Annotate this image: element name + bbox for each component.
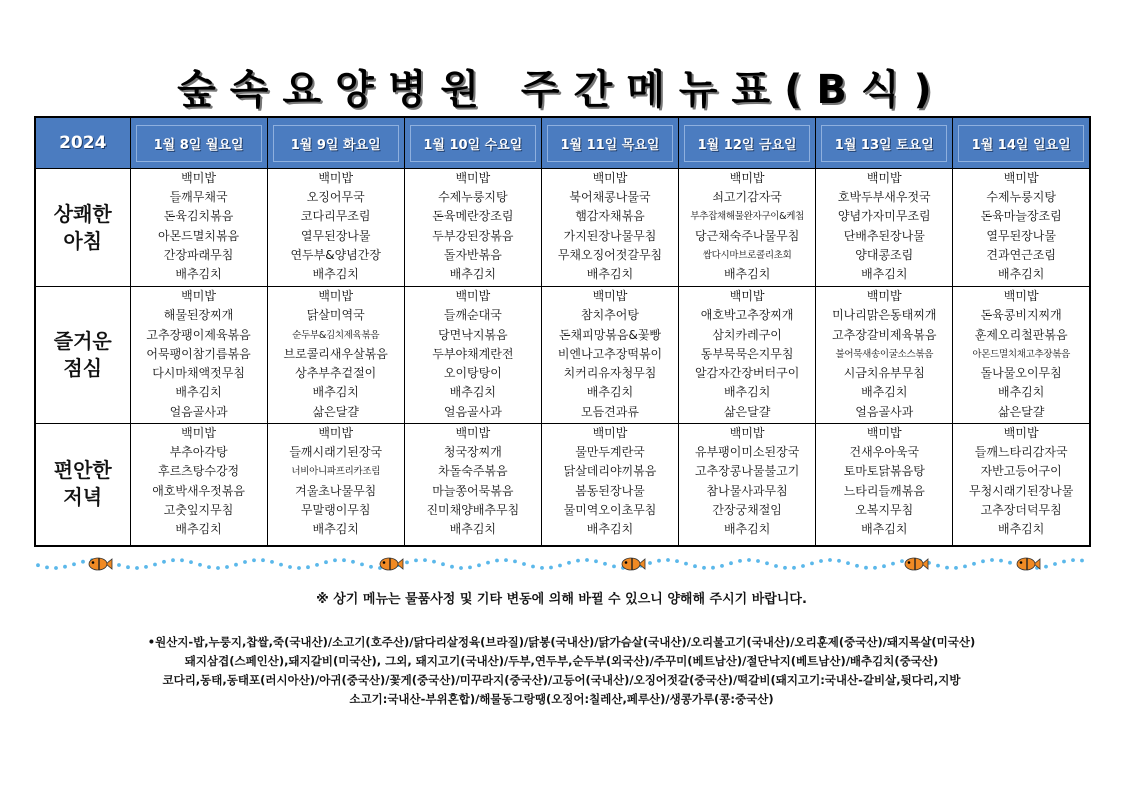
menu-item: 들깨느타리감자국 bbox=[974, 445, 1068, 460]
menu-item: 애호박새우젓볶음 bbox=[152, 483, 245, 498]
menu-cell bbox=[679, 169, 816, 287]
meal-label-line: 저녁 bbox=[63, 485, 103, 510]
bubble-icon bbox=[693, 564, 697, 568]
meal-row bbox=[35, 424, 1090, 546]
menu-item: 물미역오이초무침 bbox=[563, 502, 657, 517]
menu-item: 백미밥 bbox=[318, 171, 354, 185]
menu-item: 단배추된장나물 bbox=[843, 228, 925, 243]
bubble-icon bbox=[567, 561, 571, 565]
menu-item: 백미밥 bbox=[455, 171, 491, 185]
menu-item: 오징어무국 bbox=[306, 190, 365, 205]
menu-item: 무말랭이무침 bbox=[300, 502, 371, 517]
menu-item: 닭살데리야끼볶음 bbox=[563, 464, 657, 479]
bubble-icon bbox=[414, 559, 418, 563]
bubble-icon bbox=[234, 563, 238, 567]
menu-item: 삶은달걀 bbox=[312, 404, 359, 419]
day-header bbox=[953, 117, 1090, 169]
menu-cell bbox=[541, 287, 678, 424]
menu-item: 연두부&양념간장 bbox=[290, 247, 381, 262]
bubble-icon bbox=[342, 558, 346, 562]
bubble-icon bbox=[477, 563, 481, 567]
fish-icon bbox=[622, 558, 645, 570]
menu-item: 너비아니파프리카조림 bbox=[291, 466, 381, 478]
menu-item: 백미밥 bbox=[866, 171, 902, 185]
menu-item: 고추장팽이제육볶음 bbox=[146, 327, 251, 342]
menu-item: 수제누룽지탕 bbox=[986, 190, 1056, 205]
menu-item: 어묵팽이참기름볶음 bbox=[146, 346, 251, 361]
bubble-icon bbox=[45, 566, 49, 570]
bubble-icon bbox=[117, 563, 121, 567]
bubble-icon bbox=[882, 564, 886, 568]
menu-item: 비엔나고추장떡볶이 bbox=[557, 346, 663, 361]
bubble-icon bbox=[36, 563, 40, 567]
bubble-icon bbox=[981, 559, 985, 563]
menu-item: 배추김치 bbox=[586, 385, 634, 400]
menu-item: 배추김치 bbox=[175, 521, 222, 536]
bubble-icon bbox=[1071, 558, 1075, 562]
menu-item: 참나물사과무침 bbox=[706, 483, 788, 498]
menu-item: 고추장콩나물불고기 bbox=[694, 464, 800, 479]
menu-item: 닭살미역국 bbox=[306, 308, 365, 323]
menu-item: 들깨무채국 bbox=[169, 190, 228, 205]
menu-item: 삶은달걀 bbox=[997, 404, 1045, 419]
bubble-icon bbox=[612, 565, 616, 569]
menu-item: 들깨시래기된장국 bbox=[289, 445, 383, 460]
bubble-icon bbox=[1062, 560, 1066, 564]
bubble-icon bbox=[738, 559, 742, 563]
menu-item: 백미밥 bbox=[181, 171, 216, 185]
bubble-icon bbox=[792, 566, 796, 570]
meal-label bbox=[35, 169, 130, 287]
origin-line: 소고기:국내산-부위혼합)/해물동그랑땡(오징어:칠레산,페루산)/생콩가루(콩:중국산) bbox=[349, 692, 774, 706]
menu-item: 참치추어탕 bbox=[581, 308, 639, 323]
menu-cell bbox=[953, 169, 1090, 287]
meal-row bbox=[35, 287, 1090, 424]
bubble-icon bbox=[945, 566, 949, 570]
bubble-icon bbox=[603, 562, 607, 566]
menu-item: 백미밥 bbox=[729, 426, 765, 440]
bubble-icon bbox=[675, 559, 679, 563]
bubble-icon bbox=[468, 566, 472, 570]
bubble-icon bbox=[252, 558, 256, 562]
bubble-icon bbox=[864, 566, 868, 570]
bubble-icon bbox=[576, 559, 580, 563]
menu-cell bbox=[404, 287, 541, 424]
menu-cell bbox=[130, 169, 267, 287]
menu-item: 백미밥 bbox=[181, 426, 216, 440]
menu-item: 열무된장나물 bbox=[986, 228, 1056, 243]
day-label: 1월 14일 일요일 bbox=[958, 125, 1084, 162]
meal-label bbox=[35, 424, 130, 546]
day-header bbox=[541, 117, 678, 169]
menu-item: 가지된장나물무침 bbox=[563, 228, 657, 243]
menu-cell bbox=[816, 424, 953, 546]
bubble-icon bbox=[72, 562, 76, 566]
bubble-icon bbox=[747, 558, 751, 562]
menu-cell bbox=[953, 287, 1090, 424]
bubble-icon bbox=[684, 562, 688, 566]
bubble-icon bbox=[522, 562, 526, 566]
bubble-icon bbox=[963, 565, 967, 569]
menu-item: 코다리무조림 bbox=[300, 209, 371, 224]
menu-item: 간장궁채절임 bbox=[712, 502, 782, 517]
menu-item: 백미밥 bbox=[455, 426, 491, 440]
menu-item: 백미밥 bbox=[455, 289, 491, 303]
menu-item: 동부묵묵은지무침 bbox=[700, 346, 794, 361]
menu-item: 해물된장찌개 bbox=[163, 308, 234, 323]
menu-item: 백미밥 bbox=[1003, 289, 1039, 303]
meal-label-line: 즐거운 bbox=[53, 329, 112, 353]
bubble-icon bbox=[450, 565, 454, 569]
menu-item: 돈육콩비지찌개 bbox=[980, 308, 1062, 323]
menu-item: 애호박고추장찌개 bbox=[700, 308, 794, 323]
day-header bbox=[404, 117, 541, 169]
bubble-icon bbox=[1080, 559, 1084, 563]
bubble-icon bbox=[459, 566, 463, 570]
menu-item: 백미밥 bbox=[866, 289, 902, 303]
menu-cell bbox=[541, 424, 678, 546]
bubble-icon bbox=[531, 565, 535, 569]
menu-item: 알감자간장버터구이 bbox=[694, 366, 800, 381]
menu-item: 백미밥 bbox=[729, 171, 765, 185]
bubble-icon bbox=[936, 564, 940, 568]
bubble-icon bbox=[1044, 565, 1048, 569]
menu-item: 배추김치 bbox=[861, 385, 908, 400]
bubble-icon bbox=[144, 565, 148, 569]
menu-item: 배추김치 bbox=[312, 266, 359, 281]
bubble-icon bbox=[900, 559, 904, 563]
bubble-icon bbox=[720, 564, 724, 568]
origin-info bbox=[40, 633, 1083, 709]
fish-icon bbox=[380, 558, 403, 570]
menu-item: 고추장갈비제육볶음 bbox=[832, 327, 937, 342]
bubble-icon bbox=[162, 560, 166, 564]
bubble-icon bbox=[846, 561, 850, 565]
bubble-icon bbox=[189, 560, 193, 564]
bubble-icon bbox=[729, 561, 733, 565]
bubble-icon bbox=[261, 558, 265, 562]
menu-item: 돌자반볶음 bbox=[443, 247, 502, 262]
menu-item: 다시마채액젓무침 bbox=[152, 366, 245, 381]
menu-item: 쇠고기감자국 bbox=[712, 190, 782, 205]
menu-item: 무채오징어젓갈무침 bbox=[557, 247, 663, 262]
menu-item: 양대콩조림 bbox=[855, 247, 914, 262]
menu-item: 진미채양배추무침 bbox=[426, 502, 520, 517]
bubble-icon bbox=[828, 558, 832, 562]
menu-cell bbox=[679, 287, 816, 424]
meal-label-line: 아침 bbox=[63, 228, 103, 253]
bubble-icon bbox=[333, 558, 337, 562]
menu-item: 들깨순대국 bbox=[443, 308, 502, 323]
bubble-fish-divider bbox=[34, 553, 1091, 575]
menu-item: 상추부추겉절이 bbox=[295, 366, 377, 381]
menu-cell bbox=[130, 424, 267, 546]
menu-item: 배추김치 bbox=[586, 266, 634, 281]
bubble-icon bbox=[990, 558, 994, 562]
bubble-icon bbox=[873, 566, 877, 570]
menu-item: 백미밥 bbox=[592, 289, 628, 303]
meal-label-line: 점심 bbox=[63, 356, 103, 380]
menu-item: 훈제오리철판볶음 bbox=[974, 327, 1068, 342]
bubble-icon bbox=[432, 560, 436, 564]
menu-item: 견과연근조림 bbox=[986, 247, 1056, 262]
menu-item: 브로콜리새우살볶음 bbox=[283, 346, 388, 361]
menu-item: 배추김치 bbox=[997, 385, 1045, 400]
bubble-icon bbox=[702, 566, 706, 570]
bubble-icon bbox=[423, 558, 427, 562]
menu-item: 백미밥 bbox=[592, 171, 628, 185]
bubble-icon bbox=[324, 560, 328, 564]
meal-label-line: 상쾌한 bbox=[53, 201, 112, 226]
day-header bbox=[130, 117, 267, 169]
bubble-icon bbox=[1008, 561, 1012, 565]
bubble-icon bbox=[486, 561, 490, 565]
menu-item: 백미밥 bbox=[318, 426, 354, 440]
menu-item: 간장파래무침 bbox=[163, 247, 234, 262]
menu-item: 얼음골사과 bbox=[169, 404, 228, 419]
bubble-icon bbox=[495, 559, 499, 563]
year-header bbox=[35, 117, 130, 169]
menu-item: 백미밥 bbox=[1003, 171, 1039, 185]
bubble-icon bbox=[243, 560, 247, 564]
menu-item: 두부야채계란전 bbox=[432, 346, 514, 361]
bubble-icon bbox=[360, 563, 364, 567]
meal-label bbox=[35, 287, 130, 424]
menu-item: 열무된장나물 bbox=[300, 228, 371, 243]
bubble-icon bbox=[1053, 562, 1057, 566]
menu-item: 배추김치 bbox=[175, 266, 222, 281]
bubble-icon bbox=[504, 558, 508, 562]
menu-item: 배추김치 bbox=[861, 521, 908, 536]
bubble-icon bbox=[405, 561, 409, 565]
menu-item: 건새우아욱국 bbox=[849, 445, 920, 460]
day-label: 1월 12일 금요일 bbox=[684, 125, 810, 162]
menu-item: 청국장찌개 bbox=[443, 445, 502, 460]
origin-line: •원산지-밥,누룽지,찹쌀,죽(국내산)/소고기(호주산)/닭다리살정육(브라질)/닭봉(국내산)/닭가슴살(국내산)/오리불고기(국내산)/오리훈제(중국산)/돼지목살(미국산) bbox=[147, 635, 976, 649]
bubble-icon bbox=[783, 566, 787, 570]
menu-cell bbox=[679, 424, 816, 546]
menu-cell bbox=[953, 424, 1090, 546]
menu-cell bbox=[541, 169, 678, 287]
menu-item: 돈육메란장조림 bbox=[432, 209, 514, 224]
menu-item: 백미밥 bbox=[866, 426, 902, 440]
bubble-icon bbox=[225, 565, 229, 569]
menu-item: 아몬드멸치볶음 bbox=[157, 228, 240, 243]
weekly-menu-table bbox=[34, 116, 1091, 547]
menu-item: 배추김치 bbox=[449, 385, 497, 400]
bubble-icon bbox=[135, 566, 139, 570]
menu-item: 배추김치 bbox=[175, 385, 222, 400]
menu-item: 돈육마늘장조림 bbox=[980, 209, 1062, 224]
day-label: 1월 8일 월요일 bbox=[136, 125, 262, 162]
menu-item: 당근채숙주나물무침 bbox=[694, 228, 800, 243]
bubble-icon bbox=[711, 566, 715, 570]
menu-item: 불어묵새송이굴소스볶음 bbox=[835, 348, 934, 360]
origin-line: 코다리,동태,동태포(러시아산)/아귀(중국산)/꽃게(중국산)/미꾸라지(중국산)/고등어(국내산)/오징어젓갈(중국산)/떡갈비(돼지고기:국내산-갈비살,뒷다리,지방 bbox=[162, 673, 961, 687]
menu-item: 후르츠탕수강정 bbox=[157, 464, 240, 479]
bubble-icon bbox=[270, 560, 274, 564]
bubble-icon bbox=[306, 565, 310, 569]
day-label: 1월 13일 토요일 bbox=[821, 125, 947, 162]
bubble-icon bbox=[585, 558, 589, 562]
bubble-icon bbox=[351, 560, 355, 564]
menu-item: 호박두부새우젓국 bbox=[837, 190, 931, 205]
menu-item: 고춧잎지무침 bbox=[163, 502, 234, 517]
day-label: 1월 10일 수요일 bbox=[410, 125, 536, 162]
meal-row bbox=[35, 169, 1090, 287]
fish-icon bbox=[89, 558, 112, 570]
menu-item: 백미밥 bbox=[181, 289, 216, 303]
menu-item: 치커리유자청무침 bbox=[563, 366, 657, 381]
menu-item: 고추장더덕무침 bbox=[980, 502, 1062, 517]
bubble-icon bbox=[855, 564, 859, 568]
bubble-icon bbox=[171, 558, 175, 562]
bubble-icon bbox=[288, 565, 292, 569]
bubble-icon bbox=[63, 565, 67, 569]
year-label: 2024 bbox=[59, 133, 107, 153]
menu-item: 햄감자채볶음 bbox=[575, 209, 645, 224]
menu-item: 모듬견과류 bbox=[581, 404, 639, 419]
day-header bbox=[816, 117, 953, 169]
bubble-icon bbox=[81, 560, 85, 564]
bubble-icon bbox=[126, 565, 130, 569]
bubble-icon bbox=[837, 559, 841, 563]
menu-item: 느타리들깨볶음 bbox=[843, 483, 925, 498]
menu-cell bbox=[404, 424, 541, 546]
menu-item: 유부팽이미소된장국 bbox=[694, 445, 800, 460]
bubble-icon bbox=[540, 566, 544, 570]
bubble-icon bbox=[198, 563, 202, 567]
menu-item: 차돌숙주볶음 bbox=[438, 464, 508, 479]
day-header bbox=[679, 117, 816, 169]
bubble-icon bbox=[954, 566, 958, 570]
menu-item: 배추김치 bbox=[723, 385, 771, 400]
menu-cell bbox=[816, 169, 953, 287]
bubble-icon bbox=[297, 566, 301, 570]
menu-item: 두부강된장볶음 bbox=[432, 228, 514, 243]
menu-item: 당면낙지볶음 bbox=[438, 327, 508, 342]
menu-item: 오복지무침 bbox=[855, 502, 914, 517]
menu-notice: ※ 상기 메뉴는 물품사정 및 기타 변동에 의해 바뀔 수 있으니 양해해 주시기 바랍니다. bbox=[316, 592, 807, 607]
menu-item: 순두부&김치제육볶음 bbox=[292, 329, 380, 341]
menu-item: 부추잡채해물완자구이&케첩 bbox=[690, 211, 804, 223]
menu-item: 부추아각탕 bbox=[169, 445, 228, 460]
header-row bbox=[35, 117, 1090, 169]
menu-item: 겨울초나물무침 bbox=[295, 483, 377, 498]
bubble-icon bbox=[216, 566, 220, 570]
bubble-icon bbox=[594, 559, 598, 563]
menu-item: 돈채피망볶음&꽃빵 bbox=[558, 327, 662, 342]
bubble-icon bbox=[810, 562, 814, 566]
bubble-icon bbox=[801, 564, 805, 568]
menu-item: 배추김치 bbox=[449, 521, 497, 536]
bubble-icon bbox=[513, 560, 517, 564]
menu-item: 돈육김치볶음 bbox=[163, 209, 234, 224]
menu-item: 얼음골사과 bbox=[855, 404, 914, 419]
menu-cell bbox=[404, 169, 541, 287]
menu-item: 북어채콩나물국 bbox=[569, 190, 651, 205]
menu-item: 배추김치 bbox=[861, 266, 908, 281]
menu-item: 배추김치 bbox=[723, 266, 771, 281]
bubble-icon bbox=[657, 559, 661, 563]
menu-item: 시금치유부무침 bbox=[843, 366, 925, 381]
menu-item: 얼음골사과 bbox=[443, 404, 502, 419]
menu-cell bbox=[130, 287, 267, 424]
origin-line: 돼지삼겹(스페인산),돼지갈비(미국산), 그외, 돼지고기(국내산)/두부,연두부,순두부(외국산)/주꾸미(베트남산)/절단낙지(베트남산)/배추김치(중국산) bbox=[184, 654, 939, 668]
menu-item: 백미밥 bbox=[592, 426, 628, 440]
bubble-icon bbox=[819, 559, 823, 563]
bubble-icon bbox=[558, 564, 562, 568]
bubble-icon bbox=[369, 565, 373, 569]
bubble-icon bbox=[666, 558, 670, 562]
bubble-icon bbox=[207, 565, 211, 569]
bubble-icon bbox=[54, 566, 58, 570]
bubble-icon bbox=[180, 558, 184, 562]
menu-item: 백미밥 bbox=[729, 289, 765, 303]
bubble-icon bbox=[549, 566, 553, 570]
menu-item: 자반고등어구이 bbox=[980, 464, 1062, 479]
day-label: 1월 11일 목요일 bbox=[547, 125, 673, 162]
meal-label-line: 편안한 bbox=[53, 458, 112, 483]
menu-item: 수제누룽지탕 bbox=[438, 190, 508, 205]
menu-item: 배추김치 bbox=[997, 521, 1045, 536]
menu-item: 삶은달걀 bbox=[723, 404, 771, 419]
menu-item: 배추김치 bbox=[723, 521, 771, 536]
menu-item: 배추김치 bbox=[449, 266, 497, 281]
menu-item: 오이탕탕이 bbox=[443, 366, 502, 381]
day-header bbox=[267, 117, 404, 169]
bubble-icon bbox=[153, 563, 157, 567]
menu-item: 배추김치 bbox=[312, 385, 359, 400]
menu-item: 쌈다시마브로콜리초회 bbox=[702, 249, 792, 261]
fish-icon bbox=[905, 558, 928, 570]
page-title: 숲속요양병원 주간메뉴표(B식) bbox=[177, 67, 946, 113]
menu-item: 무청시래기된장나물 bbox=[969, 483, 1074, 498]
bubble-icon bbox=[648, 561, 652, 565]
bubble-icon bbox=[756, 559, 760, 563]
bubble-icon bbox=[279, 563, 283, 567]
menu-cell bbox=[267, 424, 404, 546]
bubble-icon bbox=[891, 562, 895, 566]
menu-item: 토마토닭볶음탕 bbox=[843, 464, 925, 479]
menu-item: 백미밥 bbox=[318, 289, 354, 303]
bubble-icon bbox=[999, 559, 1003, 563]
menu-item: 양념가자미무조림 bbox=[837, 209, 931, 224]
menu-item: 물만두계란국 bbox=[575, 445, 645, 460]
menu-item: 마늘쫑어묵볶음 bbox=[432, 483, 514, 498]
menu-item: 배추김치 bbox=[312, 521, 359, 536]
bubble-icon bbox=[441, 562, 445, 566]
menu-cell bbox=[267, 169, 404, 287]
menu-item: 돌나물오이무침 bbox=[980, 366, 1062, 381]
bubble-icon bbox=[774, 564, 778, 568]
menu-item: 봄동된장나물 bbox=[575, 483, 645, 498]
menu-item: 배추김치 bbox=[997, 266, 1045, 281]
menu-item: 삼치카레구이 bbox=[712, 327, 782, 342]
menu-item: 아몬드멸치채고추장볶음 bbox=[972, 348, 1070, 360]
menu-item: 미나리맑은동태찌개 bbox=[832, 308, 937, 323]
bubble-icon bbox=[972, 562, 976, 566]
menu-cell bbox=[816, 287, 953, 424]
bubble-icon bbox=[765, 561, 769, 565]
menu-item: 백미밥 bbox=[1003, 426, 1039, 440]
day-label: 1월 9일 화요일 bbox=[273, 125, 399, 162]
bubble-icon bbox=[315, 563, 319, 567]
menu-item: 배추김치 bbox=[586, 521, 634, 536]
menu-cell bbox=[267, 287, 404, 424]
